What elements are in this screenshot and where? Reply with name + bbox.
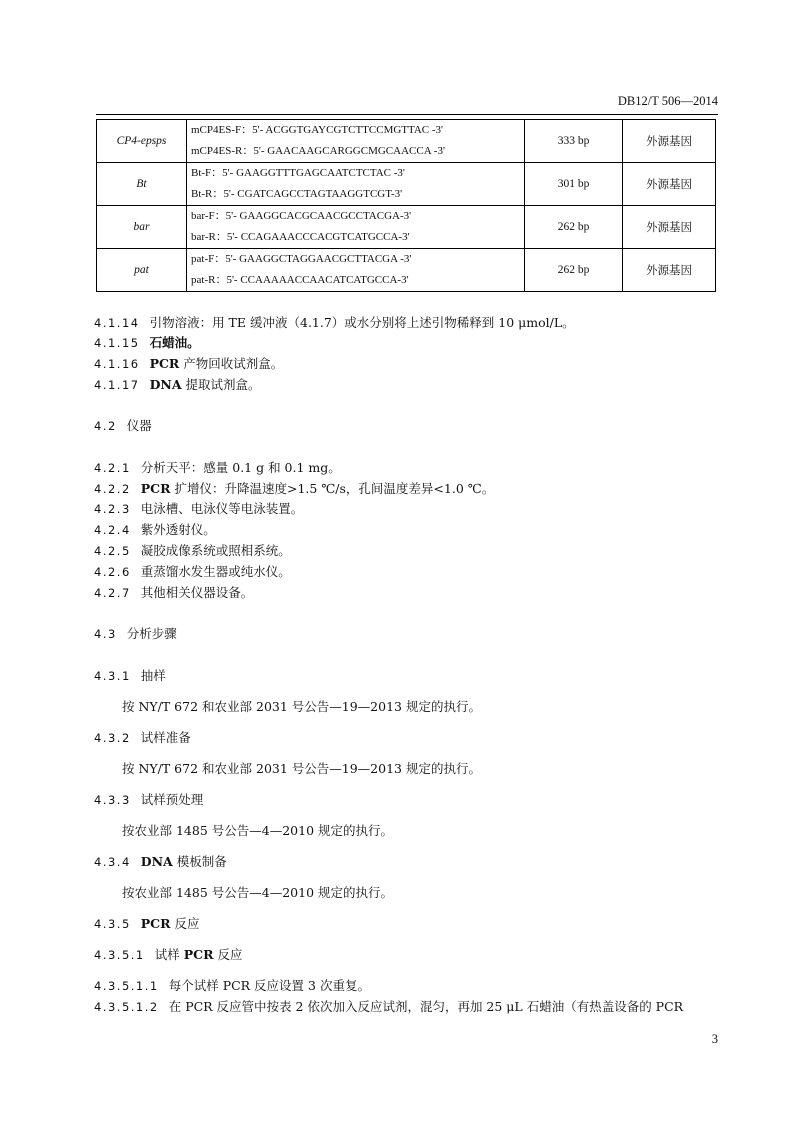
clause-number: 4.1.14: [94, 316, 140, 330]
clause-prefix: 试样: [154, 947, 184, 962]
page-number: 3: [711, 1032, 718, 1046]
gene-name: pat: [97, 249, 187, 292]
section-4-3-heading: [94, 626, 177, 642]
clause-4-1-15: [94, 335, 200, 351]
clause-4-1-14: [94, 315, 575, 331]
clause-number: 4.3.5.1: [94, 948, 145, 962]
clause-title: 模板制备: [172, 854, 227, 869]
standard-code: DB12/T 506—2014: [617, 94, 718, 108]
clause-4-3-2: [94, 730, 191, 746]
clause-number: 4.2.2: [94, 482, 131, 496]
clause-4-3-4-body: 按农业部 1485 号公告—4—2010 规定的执行。: [122, 885, 393, 900]
reverse-primer: bar-R：5'- CCAGAAACCCACGTCATGCCA-3': [191, 231, 410, 243]
clause-number: 4.2.4: [94, 523, 131, 537]
clause-text: 电泳槽、电泳仪等电泳装置。: [140, 501, 304, 516]
clause-text: 重蒸馏水发生器或纯水仪。: [140, 564, 291, 579]
clause-4-1-17: [94, 377, 261, 393]
clause-4-3-5: [94, 916, 200, 932]
forward-primer: bar-F：5'- GAAGGCACGCAACGCCTACGA-3': [191, 210, 412, 222]
section-title: 分析步骤: [126, 626, 177, 641]
header-rule: [96, 114, 718, 115]
clause-4-3-1-body: 按 NY/T 672 和农业部 2031 号公告—19—2013 规定的执行。: [122, 699, 481, 714]
reverse-primer: Bt-R：5'- CGATCAGCCTAGTAAGGTCGT-3': [191, 188, 403, 200]
clause-text: 引物溶液：用 TE 缓冲液（4.1.7）或水分别将上述引物稀释到 10 μmol/L。: [149, 315, 575, 330]
clause-number: 4.2.1: [94, 461, 131, 475]
clause-4-3-1: [94, 668, 166, 684]
clause-number: 4.3.4: [94, 855, 131, 869]
gene-name: CP4-epsps: [97, 120, 187, 163]
primer-sequences: [187, 249, 525, 292]
clause-4-2-5: [94, 543, 291, 559]
clause-number: 4.1.17: [94, 378, 140, 392]
clause-text: 扩增仪：升降温速度>1.5 ℃/s，孔间温度差异<1.0 ℃。: [170, 481, 495, 496]
section-number: 4.3: [94, 627, 117, 641]
clause-acronym: PCR: [149, 356, 180, 371]
clause-4-3-3-body: 按农业部 1485 号公告—4—2010 规定的执行。: [122, 823, 393, 838]
gene-note: 外源基因: [623, 120, 716, 163]
clause-text: 提取试剂盒。: [181, 377, 261, 392]
clause-number: 4.3.5: [94, 917, 131, 931]
amplicon-size: 262 bp: [525, 206, 623, 249]
amplicon-size: 262 bp: [525, 249, 623, 292]
clause-text: 分析天平：感量 0.1 g 和 0.1 mg。: [140, 460, 341, 475]
reverse-primer: mCP4ES-R：5'- GAACAAGCARGGCMGCAACCA -3': [191, 145, 445, 157]
clause-title: 反应: [170, 916, 200, 931]
clause-4-2-4: [94, 522, 216, 538]
amplicon-size: 333 bp: [525, 120, 623, 163]
clause-number: 4.3.5.1.2: [94, 1000, 159, 1014]
clause-text: 石蜡油。: [149, 335, 200, 350]
gene-note: 外源基因: [623, 206, 716, 249]
clause-4-3-5-1: [94, 947, 242, 963]
clause-number: 4.1.15: [94, 336, 140, 350]
clause-title: 抽样: [140, 668, 166, 683]
clause-title: 反应: [213, 947, 243, 962]
amplicon-size: 301 bp: [525, 163, 623, 206]
clause-acronym: PCR: [140, 916, 171, 931]
clause-number: 4.3.3: [94, 793, 131, 807]
primer-table: [96, 119, 716, 292]
clause-acronym: PCR: [140, 481, 171, 496]
clause-text: 紫外透射仪。: [140, 522, 216, 537]
clause-number: 4.2.3: [94, 502, 131, 516]
clause-number: 4.3.5.1.1: [94, 979, 159, 993]
clause-number: 4.2.6: [94, 565, 131, 579]
gene-note: 外源基因: [623, 249, 716, 292]
clause-number: 4.3.1: [94, 669, 131, 683]
clause-title: 试样预处理: [140, 792, 204, 807]
clause-4-3-5-1-1: [94, 978, 370, 994]
clause-number: 4.2.5: [94, 544, 131, 558]
clause-text: 凝胶成像系统或照相系统。: [140, 543, 291, 558]
clause-text: 每个试样 PCR 反应设置 3 次重复。: [168, 978, 370, 993]
table-row: [97, 163, 716, 206]
clause-4-3-5-1-2: [94, 999, 683, 1015]
clause-4-2-3: [94, 501, 303, 517]
primer-sequences: [187, 206, 525, 249]
clause-4-2-2: [94, 481, 494, 497]
clause-acronym: DNA: [140, 854, 173, 869]
clause-number: 4.3.2: [94, 731, 131, 745]
section-title: 仪器: [126, 418, 152, 433]
clause-4-1-16: [94, 356, 283, 372]
primer-sequences: [187, 163, 525, 206]
section-number: 4.2: [94, 419, 117, 433]
clause-number: 4.2.7: [94, 586, 131, 600]
clause-text: 在 PCR 反应管中按表 2 依次加入反应试剂，混匀，再加 25 μL 石蜡油（有热盖设备的 PCR: [168, 999, 684, 1014]
section-4-2-heading: [94, 418, 152, 434]
forward-primer: Bt-F：5'- GAAGGTTTGAGCAATCTCTAC -3': [191, 167, 405, 179]
clause-4-2-6: [94, 564, 291, 580]
table-row: [97, 249, 716, 292]
clause-text: 产物回收试剂盒。: [179, 356, 284, 371]
clause-4-2-7: [94, 585, 253, 601]
clause-text: 其他相关仪器设备。: [140, 585, 254, 600]
gene-note: 外源基因: [623, 163, 716, 206]
clause-acronym: PCR: [183, 947, 214, 962]
gene-name: Bt: [97, 163, 187, 206]
clause-acronym: DNA: [149, 377, 182, 392]
primer-sequences: [187, 120, 525, 163]
clause-4-3-3: [94, 792, 203, 808]
clause-4-3-2-body: 按 NY/T 672 和农业部 2031 号公告—19—2013 规定的执行。: [122, 761, 481, 776]
clause-number: 4.1.16: [94, 357, 140, 371]
table-row: [97, 206, 716, 249]
clause-4-3-4: [94, 854, 227, 870]
clause-title: 试样准备: [140, 730, 191, 745]
table-row: [97, 120, 716, 163]
gene-name: bar: [97, 206, 187, 249]
forward-primer: pat-F：5'- GAAGGCTAGGAACGCTTACGA -3': [191, 253, 412, 265]
clause-4-2-1: [94, 460, 341, 476]
forward-primer: mCP4ES-F：5'- ACGGTGAYCGTCTTCCMGTTAC -3': [191, 124, 444, 136]
reverse-primer: pat-R：5'- CCAAAAACCAACATCATGCCA-3': [191, 274, 409, 286]
